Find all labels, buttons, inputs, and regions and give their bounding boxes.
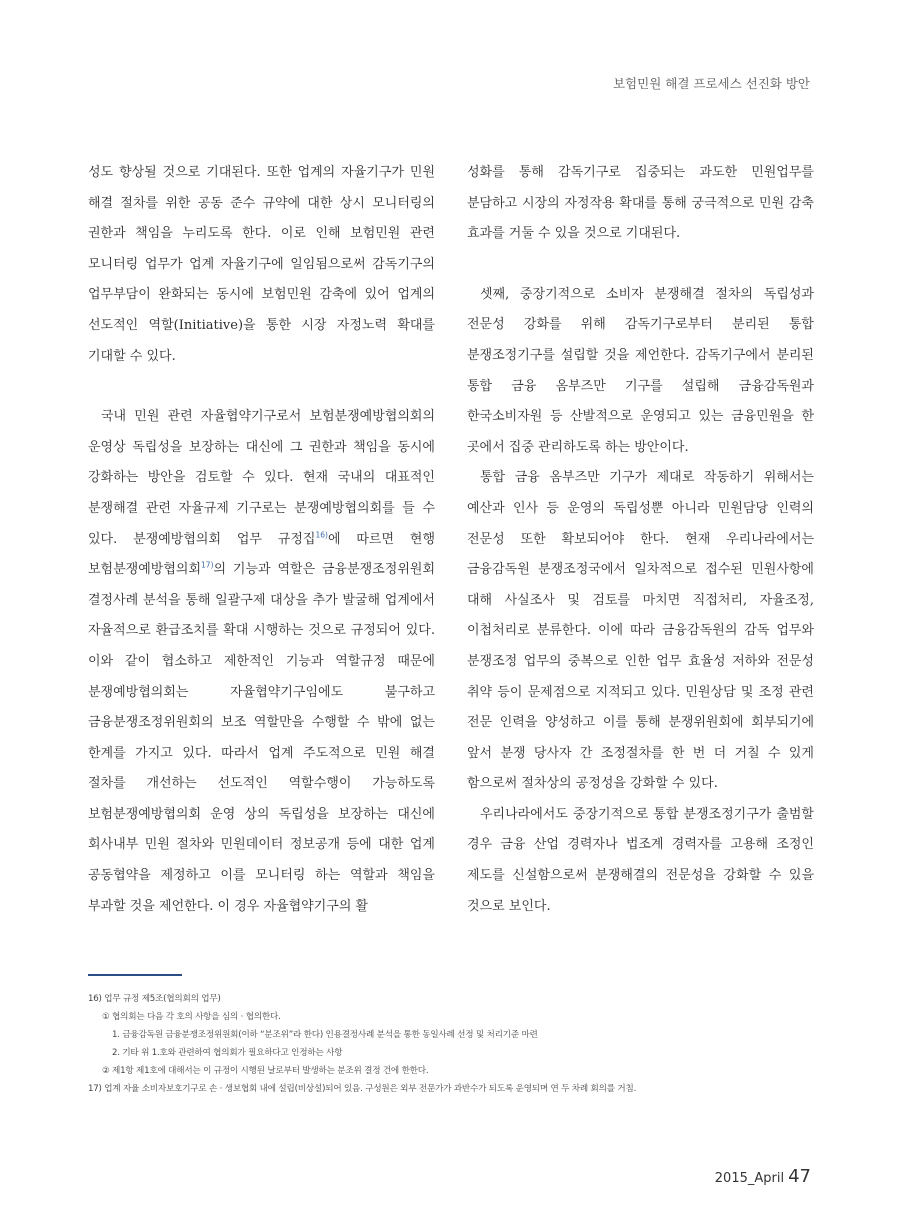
footnote-16-clause-2: ② 제1항 제1호에 대해서는 이 규정이 시행된 날로부터 발생하는 분조위 결정 건에 한한다. — [102, 1066, 429, 1076]
right-paragraph-4: 우리나라에서도 중장기적으로 통합 분쟁조정기구가 출범할 경우 금융 산업 경력자나 법조계 경력자를 고용해 조정인 제도를 신설함으로써 분쟁해결의 전문성을 강화할 수 있을 것으로 보인다. — [467, 806, 814, 914]
footnote-16: 16) 업무 규정 제5조(협의회의 업무) — [88, 994, 221, 1004]
left-paragraph-2-part-c: 의 기능과 역할은 금융분쟁조정위원회 결정사례 분석을 통해 일괄구제 대상을 추가 발굴해 업계에서 자율적으로 환급조치를 확대 시행하는 것으로 규정되어 있다. 이와 같이 협소하고 제한적인 기능과 역할규정 때문에 분쟁예방협의회는 자율협약기구임에도 불구하고 금융분쟁조정위원회의 보조 역할만을 수행할 수 밖에 없는 한계를 가지고 있다. 따라서 업계 주도적으로 민원 해결 절차를 개선하는 선도적인 역할수행이 가능하도록 보험분쟁예방협의회 운영 상의 독립성을 보장하는 대신에 회사내부 민원 절차와 민원데이터 정보공개 등에 대한 업계 공동협약을 제정하고 이를 모니터링 하는 역할과 책임을 부과할 것을 제언한다. 이 경우 자율협약기구의 활 — [88, 562, 435, 914]
left-paragraph-2 — [88, 402, 435, 922]
left-column — [88, 158, 435, 922]
footnote-ref-16[interactable]: 16) — [315, 530, 328, 540]
left-paragraph-2-part-b: 에 따르면 현행 보험분쟁예방협의회 — [88, 531, 436, 578]
footnote-16-item-1: 1. 금융감독원 금융분쟁조정위원회(이하 “분조위”라 한다) 인용결정사례 분석을 통한 동일사례 선정 및 처리기준 마련 — [112, 1030, 538, 1040]
footnote-16-item-2: 2. 기타 위 1.호와 관련하여 협의회가 필요하다고 인정하는 사항 — [112, 1048, 343, 1058]
footnotes — [88, 990, 818, 1098]
footnote-ref-17[interactable]: 17) — [201, 560, 214, 570]
left-paragraph-2-part-a: 국내 민원 관련 자율협약기구로서 보험분쟁예방협의회의 운영상 독립성을 보장하는 대신에 그 권한과 책임을 동시에 강화하는 방안을 검토할 수 있다. 현재 국내의 대표적인 분쟁해결 관련 자율규제 기구로는 분쟁예방협의회를 들 수 있다. 분쟁예방협의회 업무 규정집 — [88, 409, 435, 547]
right-paragraph-3: 통합 금융 옴부즈만 기구가 제대로 작동하기 위해서는 예산과 인사 등 운영의 독립성뿐 아니라 민원담당 인력의 전문성 또한 확보되어야 한다. 현재 우리나라에서는 금융감독원 분쟁조정국에서 일차적으로 접수된 민원사항에 대해 사실조사 및 검토를 마치면 직접처리, 자율조정, 이첩처리로 분류한다. 이에 따라 금융감독원의 감독 업무와 분쟁조정 업무의 중복으로 인한 업무 효율성 저하와 전문성 취약 등이 문제점으로 지적되고 있다. 민원상담 및 조정 관련 전문 인력을 양성하고 이를 통해 분쟁위원회에 회부되기에 앞서 분쟁 당사자 간 조정절차를 한 번 더 거칠 수 있게 함으로써 절차상의 공정성을 강화할 수 있다. — [467, 470, 814, 792]
right-paragraph-1: 성화를 통해 감독기구로 집중되는 과도한 민원업무를 분담하고 시장의 자정작용 확대를 통해 궁극적으로 민원 감축 효과를 거둘 수 있을 것으로 기대된다. — [467, 165, 814, 242]
footnote-divider — [88, 974, 182, 976]
page-footer — [715, 1166, 811, 1187]
page-number: 47 — [788, 1166, 811, 1187]
footnote-16-clause-1: ① 협의회는 다음 각 호의 사항을 심의 · 협의한다. — [102, 1012, 281, 1022]
right-paragraph-2: 셋째, 중장기적으로 소비자 분쟁해결 절차의 독립성과 전문성 강화를 위해 감독기구로부터 분리된 통합 분쟁조정기구를 설립할 것을 제언한다. 감독기구에서 분리된 통합 금융 옴부즈만 기구를 설립해 금융감독원과 한국소비자원 등 산발적으로 운영되고 있는 금융민원을 한 곳에서 집중 관리하도록 하는 방안이다. — [467, 286, 814, 455]
right-column — [467, 158, 814, 922]
running-title: 보험민원 해결 프로세스 선진화 방안 — [612, 76, 810, 91]
footnote-17: 17) 업계 자율 소비자보호기구로 손 · 생보협회 내에 설립(비상설)되어 있음. 구성원은 외부 전문가가 과반수가 되도록 운영되며 연 두 차례 회의를 거침. — [88, 1084, 637, 1094]
left-paragraph-1: 성도 향상될 것으로 기대된다. 또한 업계의 자율기구가 민원 해결 절차를 위한 공동 준수 규약에 대한 상시 모니터링의 권한과 책임을 누리도록 한다. 이로 인해 보험민원 관련 모니터링 업무가 업계 자율기구에 일임됨으로써 감독기구의 업무부담이 완화되는 동시에 보험민원 감축에 있어 업계의 선도적인 역할(Initiative)을 통한 시장 자정노력 확대를 기대할 수 있다. — [88, 165, 435, 364]
issue-label: 2015_April — [714, 1171, 785, 1186]
